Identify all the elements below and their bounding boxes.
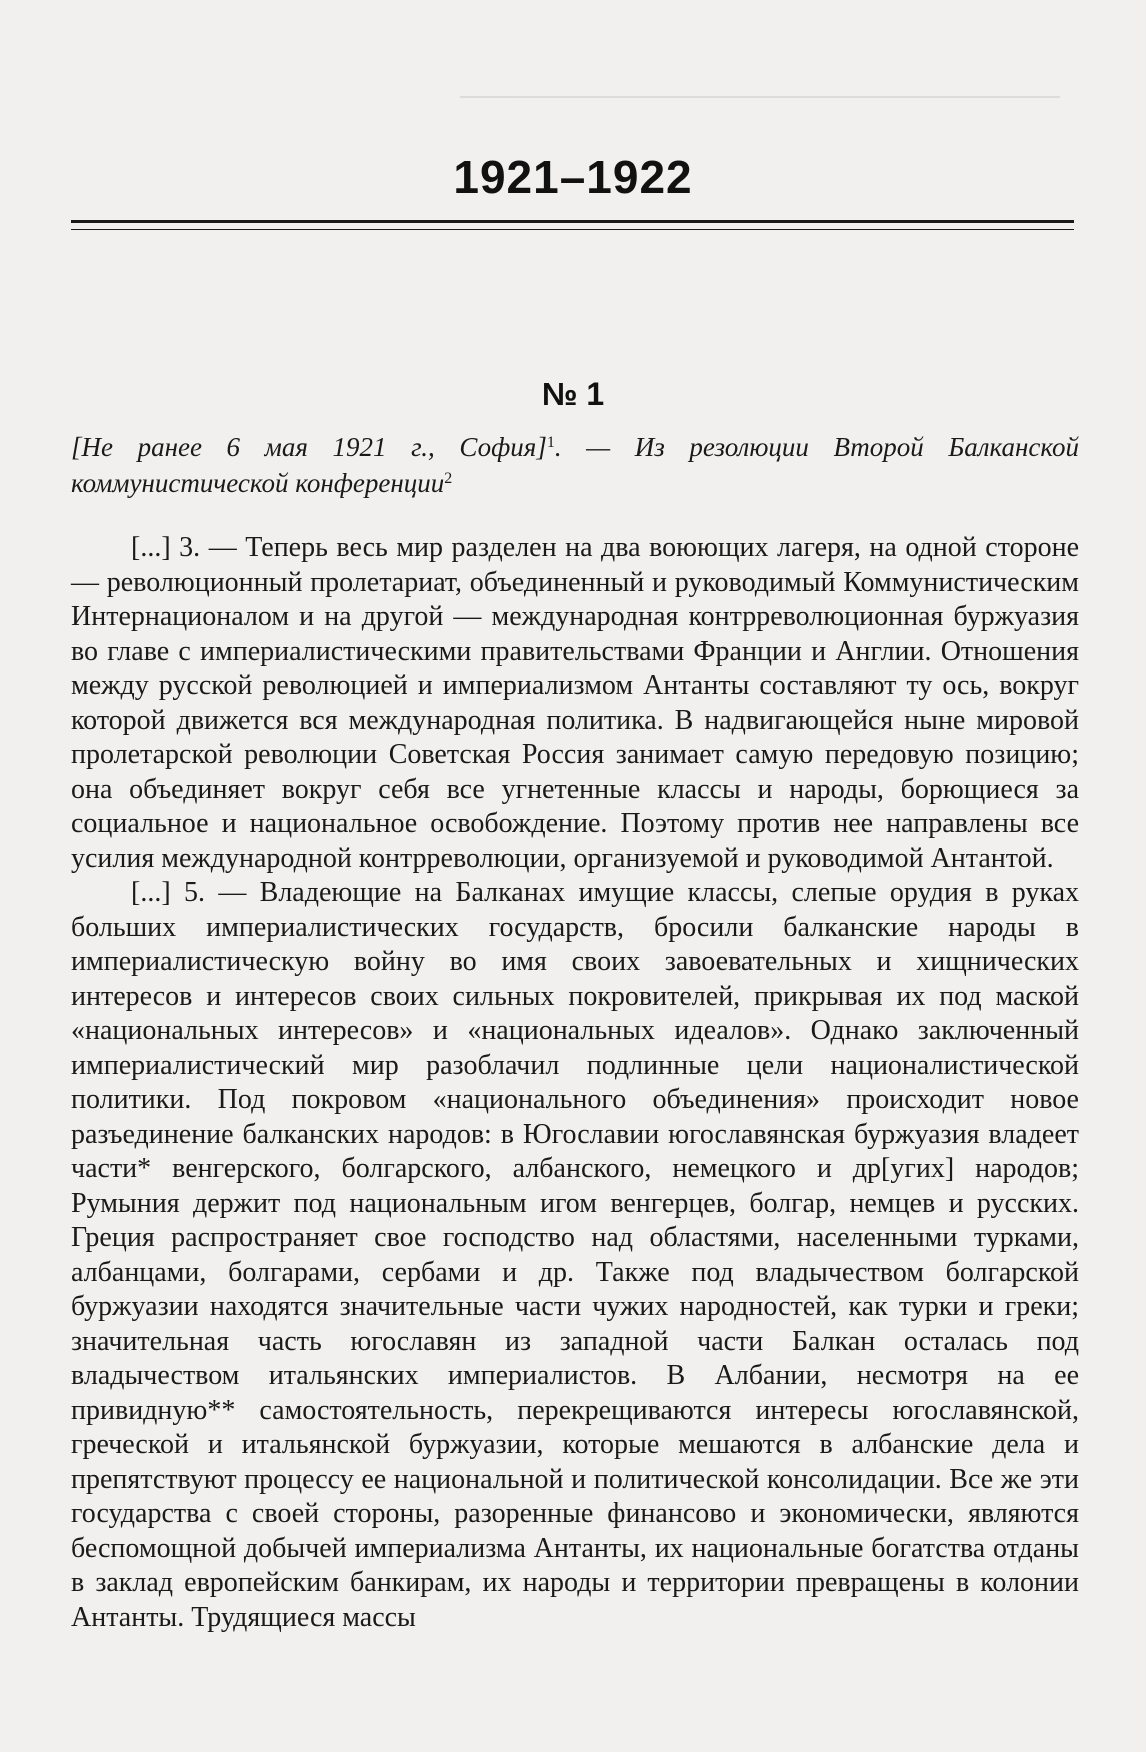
document-number: № 1 xyxy=(541,376,605,412)
bracket-open: [ xyxy=(71,432,82,462)
title-rule-thick xyxy=(71,220,1074,223)
document-date-place: Не ранее 6 мая 1921 г., София xyxy=(81,432,537,462)
footnote-ref-2: 2 xyxy=(444,470,453,487)
document-header-note xyxy=(71,429,1079,501)
title-rule-thin xyxy=(71,229,1074,230)
paragraph-2: [...] 5. — Владеющие на Балканах имущие классы, слепые орудия в руках больших империалистических государств, бросили балканские народы в империалистическую войну во имя своих завоевательных и хищнических интересов и интересов своих сильных покровителей, прикрывая их под маской «национальных интересов» и «национальных идеалов». Однако заключенный империалистический мир разоблачил подлинные цели националистической политики. Под покровом «национального объединения» происходит новое разъединение балканских народов: в Югославии югославянская буржуазия владеет части* венгерского, болгарского, албанского, немецкого и др[угих] народов; Румыния держит под национальным игом венгерцев, болгар, немцев и русских. Греция распространяет свое господство над областями, населенными турками, албанцами, болгарами, сербами и др. Также под владычеством болгарской буржуазии находятся значительные части чужих народностей, как турки и греки; значительная часть югославян из западной части Балкан осталась под владычеством итальянских империалистов. В Албании, несмотря на ее привидную** самостоятельность, перекрещиваются интересы югославянской, греческой и итальянской буржуазии, которые мешаются в албанские дела и препятствуют процессу ее национальной и политической консолидации. Все же эти государства с своей стороны, разоренные финансово и экономически, являются беспомощной добычей империализма Антанты, их национальные богатства отданы в заклад европейским банкирам, их народы и территории превращены в колонии Антанты. Трудящиеся массы xyxy=(71,877,1079,1633)
footnote-ref-1: 1 xyxy=(546,434,555,451)
document-body xyxy=(71,531,1079,1635)
paragraph-1: [...] 3. — Теперь весь мир разделен на два воюющих лагеря, на одной стороне — революционный пролетариат, объединенный и руководимый Коммунистическим Интернационалом и на другой — международная контрреволюционная буржуазия во главе с империалистическими правительствами Франции и Англии. Отношения между русской революцией и империализмом Антанты составляют ту ось, вокруг которой движется вся международная политика. В надвигающейся ныне мировой пролетарской революции Советская Россия занимает самую передовую позицию; она объединяет вокруг себя все угнетенные классы и народы, борющиеся за социальное и национальное освобождение. Поэтому против нее направлены все усилия международной контрреволюции, организуемой и руководимой Антантой. xyxy=(71,532,1079,874)
document-description: Из резолюции Второй Балканской коммунистической конференции xyxy=(71,432,1079,498)
bracket-close: ] xyxy=(536,432,547,462)
header-separator: . — xyxy=(554,432,635,462)
section-year-title: 1921–1922 xyxy=(453,151,693,203)
